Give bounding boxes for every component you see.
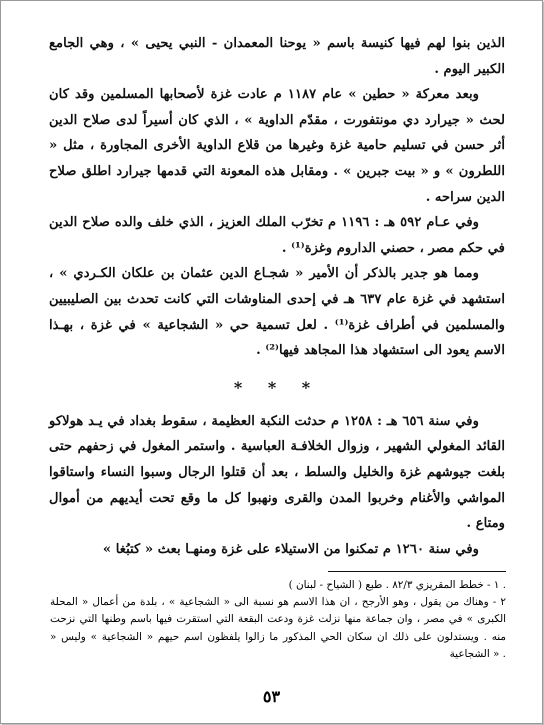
footnotes: [50, 577, 506, 663]
book-page: [49, 31, 505, 562]
paragraph-5: وفي سنة ٦٥٦ هـ : ١٢٥٨ م حدثت النكبة العظيمة ، سقوط بغداد في يـد هولاكو القائد المغولي الشهير ، وزوال الخلافـة العباسية . واستمر المغول في زحفهم حتى بلغت جيوشهم غزة والخليل والسلط ، بعد أن قتلوا الرجال وسبوا النساء واستاقوا المواشي والأغنام وخربوا المدن والقرى ونهبوا كل ما وقع تحت أيديهم من أموال ومتاع .: [49, 413, 505, 532]
footnote-1: ١ - خطط المقريزي ٨٢/٣ . طبع ( الشياح - لبنان ) .: [288, 579, 506, 591]
paragraph-3: وفي عـام ٥٩٢ هـ : ١١٩٦ م تخرّب الملك العزيز ، الذي خلف والده صلاح الدين في حكم مصر ، حصني الداروم وغزة⁽¹⁾ .: [49, 215, 505, 256]
section-separator: * * *: [233, 377, 321, 397]
page-number: ٥٣: [262, 687, 281, 706]
footnote-2: ٢ - وهناك من يقول ، وهو الأرجح ، ان هذا الاسم هو نسبة الى « الشجاعية » ، بلدة من أعمال « المحلة الكبرى » في مصر ، وان جماعة منها نزلت غزة ودعت البقعة التي استقرت فيها باسم وطنها التي نزحت منه . ويستدلون على ذلك ان سكان الحي المذكور ما زالوا يلفظون اسم حيهم « الشجاعية » وليس « الشجاعية » .: [50, 596, 506, 660]
paragraph-1: الذين بنوا لهم فيها كنيسة باسم « يوحنا المعمدان - النبي يحيى » ، وهي الجامع الكبير اليوم .: [49, 36, 505, 77]
paragraph-6: وفي سنة ١٢٦٠ م تمكنوا من الاستيلاء على غزة ومنهـا بعث « كتبُغا »: [102, 541, 479, 557]
main-text: [49, 31, 505, 562]
footnote-rule: [328, 571, 506, 572]
paragraph-4: ومما هو جدير بالذكر أن الأمير « شجـاع الدين عثمان بن علكان الكـردي » ، استشهد في غزة عام ٦٣٧ هـ في إحدى المناوشات التي كانت تحدث بين الصليبيين والمسلمين في أطراف غزة⁽¹⁾ . لعل تسمية حي « الشجاعية » في غزة ، بهـذا الاسم يعود الى استشهاد هذا المجاهد فيها⁽²⁾ .: [49, 266, 506, 359]
paragraph-2: وبعد معركة « حطين » عام ١١٨٧ م عادت غزة لأصحابها المسلمين وقد كان لحث « جيرارد دي مونتفورت ، مقدّم الداوية » ، الذي كان أسيراً لدى صلاح الدين أثر حسن في تسليم حامية غزة وغيرها من قلاع الداوية الأخرى المجاورة ، مثل « اللطرون » و « بيت جبرين » . ومقابل هذه المعونة التي قدمها جيرارد اطلق صلاح الدين سراحه .: [49, 87, 505, 205]
